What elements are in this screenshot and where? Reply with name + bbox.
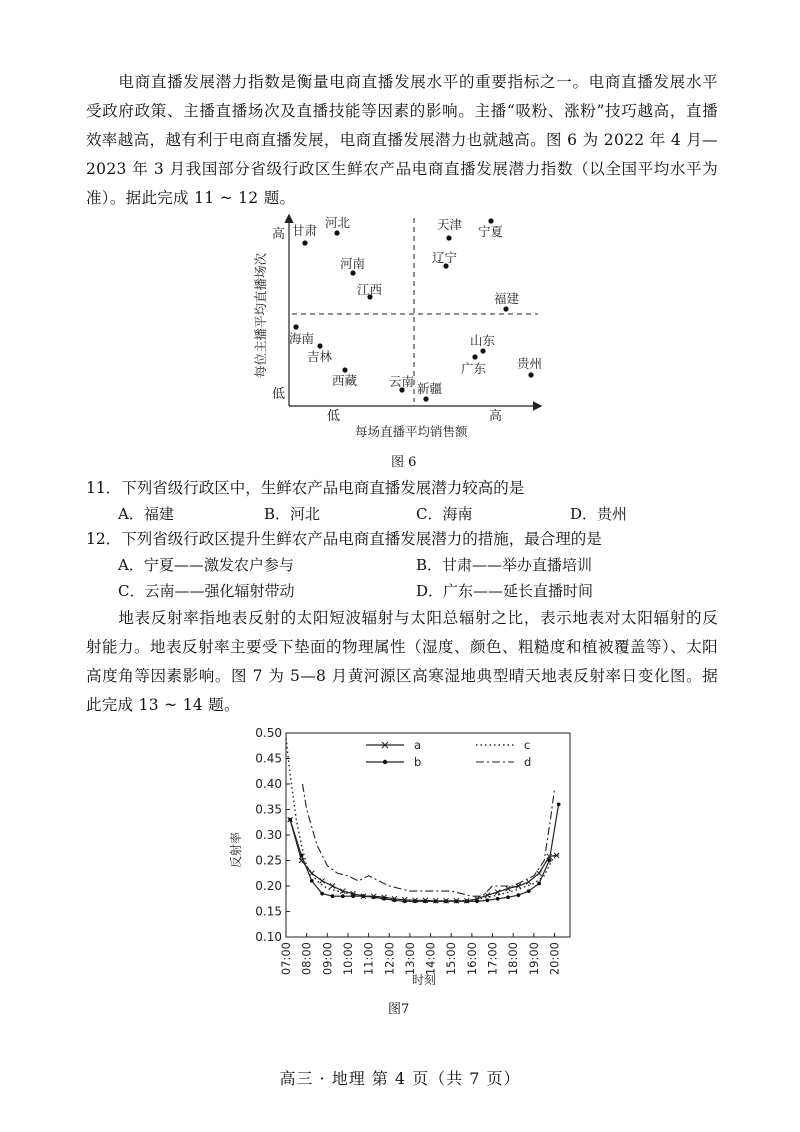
x-tick-label: 15:00 bbox=[444, 942, 459, 976]
svg-text:吉林: 吉林 bbox=[307, 349, 333, 364]
y-tick-label: 0.30 bbox=[255, 828, 282, 842]
series-b-marker bbox=[310, 879, 314, 883]
province-yunnan bbox=[389, 374, 414, 393]
svg-text:西藏: 西藏 bbox=[332, 373, 358, 388]
y-tick-label: 0.40 bbox=[255, 777, 282, 791]
x-tick-label: 09:00 bbox=[320, 942, 335, 976]
y-tick-label: 0.25 bbox=[255, 853, 282, 868]
province-gansu bbox=[292, 223, 318, 246]
legend-a-label: a bbox=[414, 738, 422, 752]
legend-d-label: d bbox=[524, 755, 532, 769]
province-xinjiang bbox=[417, 381, 443, 402]
fig6-x-low: 低 bbox=[327, 409, 341, 424]
series-b-marker bbox=[288, 818, 292, 822]
province-liaoning bbox=[432, 250, 457, 269]
series-b-marker bbox=[320, 892, 324, 896]
series-a-marker bbox=[537, 871, 542, 876]
province-guizhou bbox=[517, 356, 542, 378]
y-tick-label: 0.15 bbox=[255, 904, 282, 919]
x-tick-label: 16:00 bbox=[464, 942, 479, 976]
province-tianjin bbox=[437, 217, 463, 241]
svg-text:河北: 河北 bbox=[325, 215, 351, 230]
intro-2-text: 地表反射率指地表反射的太阳短波辐射与太阳总辐射之比，表示地表对太阳辐射的反射能力。地表反射率主要受下垫面的物理属性（湿度、颜色、粗糙度和植被覆盖等）、太阳高度角等因素影响。图 7 为 5—8 月黄河源区高寒湿地典型晴天地表反射率日变化图。据此完成 13 ~ 14 题。 bbox=[86, 609, 718, 714]
province-guangdong bbox=[461, 354, 487, 376]
series-b-marker bbox=[485, 898, 489, 902]
x-tick-label: 17:00 bbox=[485, 942, 500, 976]
fig6-x-high: 高 bbox=[489, 409, 503, 424]
fig7-y-label: 反射率 bbox=[229, 831, 243, 868]
fig6-x-label: 每场直播平均销售额 bbox=[355, 424, 468, 439]
svg-text:山东: 山东 bbox=[470, 333, 496, 348]
q11-option-d: D．贵州 bbox=[570, 505, 628, 523]
x-tick-label: 19:00 bbox=[526, 942, 541, 976]
series-b-marker bbox=[516, 893, 520, 897]
series-b-marker bbox=[537, 882, 541, 886]
svg-text:天津: 天津 bbox=[437, 217, 463, 232]
svg-text:福建: 福建 bbox=[494, 291, 520, 306]
x-tick-label: 11:00 bbox=[361, 942, 376, 976]
series-b-marker bbox=[300, 854, 304, 858]
x-tick-label: 20:00 bbox=[547, 942, 562, 976]
x-tick-label: 07:00 bbox=[279, 942, 293, 976]
svg-text:广东: 广东 bbox=[461, 361, 487, 376]
series-b-marker bbox=[331, 894, 335, 898]
fig7-x-label: 时刻 bbox=[412, 973, 437, 987]
svg-text:江西: 江西 bbox=[357, 282, 383, 297]
x-tick-label: 18:00 bbox=[506, 942, 521, 976]
q12-option-a: A．宁夏——激发农户参与 bbox=[118, 556, 294, 574]
series-a-marker bbox=[320, 878, 325, 883]
province-henan bbox=[340, 256, 365, 276]
series-b-marker bbox=[527, 889, 531, 893]
x-tick-label: 14:00 bbox=[423, 942, 438, 976]
page-footer: 高三 · 地理 第 4 页（共 7 页） bbox=[279, 1069, 521, 1088]
figure-7-caption: 图7 bbox=[388, 1002, 410, 1017]
q12-option-d: D．广东——延长直播时间 bbox=[416, 582, 594, 600]
province-hainan bbox=[289, 324, 314, 346]
series-b-marker bbox=[351, 894, 355, 898]
svg-text:河南: 河南 bbox=[340, 256, 366, 271]
province-jilin bbox=[307, 343, 333, 364]
svg-text:云南: 云南 bbox=[389, 374, 415, 389]
y-tick-label: 0.45 bbox=[255, 751, 282, 766]
q12-option-b: B．甘肃——举办直播培训 bbox=[416, 556, 593, 574]
province-hebei bbox=[325, 215, 351, 236]
series-b-line bbox=[290, 804, 558, 901]
intro-1-text: 电商直播发展潜力指数是衡量电商直播发展水平的重要指标之一。电商直播发展水平受政府政策、主播直播场次及直播技能等因素的影响。主播“吸粉、涨粉”技巧越高，直播效率越高，越有利于电商直播发展，电商直播发展潜力也就越高。图 6 为 2022 年 4 月—2023 年 3 月我国部分省级行政区生鲜农产品电商直播发展潜力指数（以全国平均水平为准）。据此完成 11 ~ 12 题。 bbox=[86, 73, 718, 207]
svg-text:宁夏: 宁夏 bbox=[478, 224, 504, 239]
q12-option-c: C．云南——强化辐射带动 bbox=[118, 582, 295, 600]
province-fujian bbox=[494, 291, 520, 312]
fig6-y-label: 每位主播平均直播场次 bbox=[253, 252, 268, 378]
series-b-marker bbox=[547, 859, 551, 863]
q11-option-a: A．福建 bbox=[118, 505, 174, 523]
series-b-marker bbox=[341, 894, 345, 898]
question-11-stem: 11．下列省级行政区中，生鲜农产品电商直播发展潜力较高的是 bbox=[86, 479, 525, 497]
series-c-line bbox=[286, 738, 559, 901]
series-b-marker bbox=[506, 895, 510, 899]
svg-text:甘肃: 甘肃 bbox=[292, 223, 318, 238]
q11-option-c: C．海南 bbox=[416, 505, 473, 523]
y-tick-label: 0.50 bbox=[255, 726, 282, 740]
y-tick-label: 0.10 bbox=[255, 930, 282, 944]
y-tick-label: 0.35 bbox=[255, 802, 282, 817]
x-tick-label: 08:00 bbox=[299, 942, 314, 976]
q11-option-b: B．河北 bbox=[264, 505, 321, 523]
legend-c-label: c bbox=[524, 738, 531, 752]
series-b-marker bbox=[557, 803, 561, 807]
fig6-y-low: 低 bbox=[272, 387, 286, 402]
svg-text:辽宁: 辽宁 bbox=[432, 250, 458, 265]
series-b-marker bbox=[496, 897, 500, 901]
figure-6-caption: 图 6 bbox=[391, 455, 417, 470]
series-a-marker bbox=[330, 884, 335, 889]
series-a-marker bbox=[526, 879, 531, 884]
question-12-stem: 12．下列省级行政区提升生鲜农产品电商直播发展潜力的措施，最合理的是 bbox=[86, 530, 602, 548]
figure-6 bbox=[240, 208, 560, 440]
province-ningxia bbox=[478, 218, 504, 239]
svg-text:海南: 海南 bbox=[289, 331, 315, 346]
province-jiangxi bbox=[357, 282, 383, 300]
x-tick-label: 13:00 bbox=[402, 942, 417, 976]
series-d-line bbox=[303, 784, 555, 896]
province-xizang bbox=[332, 367, 358, 388]
svg-text:新疆: 新疆 bbox=[417, 381, 443, 396]
fig6-y-high: 高 bbox=[272, 227, 286, 242]
intro-paragraph-1 bbox=[86, 68, 718, 213]
x-tick-label: 10:00 bbox=[340, 942, 355, 976]
x-tick-label: 12:00 bbox=[382, 942, 397, 976]
intro-paragraph-2 bbox=[86, 604, 718, 720]
y-tick-label: 0.20 bbox=[255, 879, 282, 893]
legend-b-marker bbox=[383, 760, 387, 764]
province-shandong bbox=[470, 333, 496, 354]
svg-text:贵州: 贵州 bbox=[517, 356, 543, 371]
figure-7-chart bbox=[220, 720, 590, 1000]
legend-b-label: b bbox=[414, 755, 422, 769]
